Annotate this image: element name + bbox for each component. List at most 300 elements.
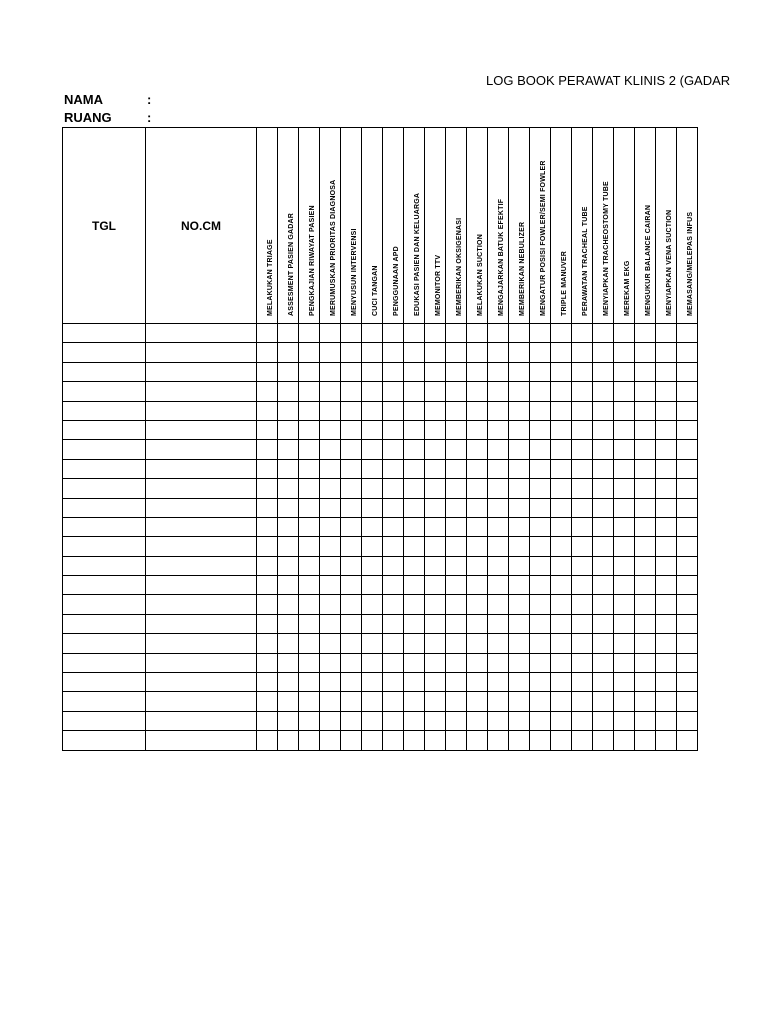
cell-procedure-check[interactable] <box>509 362 530 381</box>
cell-procedure-check[interactable] <box>320 537 341 556</box>
cell-procedure-check[interactable] <box>614 537 635 556</box>
cell-procedure-check[interactable] <box>593 614 614 633</box>
cell-procedure-check[interactable] <box>299 634 320 653</box>
cell-procedure-check[interactable] <box>488 595 509 614</box>
cell-procedure-check[interactable] <box>614 556 635 575</box>
cell-procedure-check[interactable] <box>341 343 362 362</box>
cell-procedure-check[interactable] <box>425 459 446 478</box>
cell-procedure-check[interactable] <box>299 382 320 401</box>
cell-procedure-check[interactable] <box>635 711 656 730</box>
cell-procedure-check[interactable] <box>509 614 530 633</box>
cell-procedure-check[interactable] <box>299 498 320 517</box>
cell-procedure-check[interactable] <box>656 692 677 711</box>
cell-procedure-check[interactable] <box>362 653 383 672</box>
cell-procedure-check[interactable] <box>572 440 593 459</box>
cell-procedure-check[interactable] <box>656 595 677 614</box>
cell-procedure-check[interactable] <box>425 343 446 362</box>
cell-procedure-check[interactable] <box>614 324 635 343</box>
cell-procedure-check[interactable] <box>656 420 677 439</box>
cell-procedure-check[interactable] <box>299 459 320 478</box>
cell-procedure-check[interactable] <box>551 595 572 614</box>
cell-procedure-check[interactable] <box>593 498 614 517</box>
cell-procedure-check[interactable] <box>530 692 551 711</box>
cell-procedure-check[interactable] <box>320 343 341 362</box>
cell-procedure-check[interactable] <box>383 382 404 401</box>
cell-procedure-check[interactable] <box>593 324 614 343</box>
cell-procedure-check[interactable] <box>383 459 404 478</box>
cell-procedure-check[interactable] <box>635 634 656 653</box>
cell-tgl[interactable] <box>63 479 146 498</box>
cell-procedure-check[interactable] <box>467 324 488 343</box>
cell-procedure-check[interactable] <box>593 556 614 575</box>
cell-procedure-check[interactable] <box>467 556 488 575</box>
cell-procedure-check[interactable] <box>467 711 488 730</box>
cell-procedure-check[interactable] <box>488 382 509 401</box>
cell-procedure-check[interactable] <box>677 440 698 459</box>
cell-nocm[interactable] <box>146 498 257 517</box>
cell-procedure-check[interactable] <box>257 634 278 653</box>
cell-procedure-check[interactable] <box>404 401 425 420</box>
cell-procedure-check[interactable] <box>530 614 551 633</box>
cell-procedure-check[interactable] <box>362 614 383 633</box>
cell-procedure-check[interactable] <box>383 517 404 536</box>
cell-nocm[interactable] <box>146 343 257 362</box>
cell-procedure-check[interactable] <box>404 479 425 498</box>
cell-procedure-check[interactable] <box>425 498 446 517</box>
cell-procedure-check[interactable] <box>551 576 572 595</box>
cell-procedure-check[interactable] <box>572 479 593 498</box>
cell-procedure-check[interactable] <box>509 673 530 692</box>
cell-procedure-check[interactable] <box>614 634 635 653</box>
cell-procedure-check[interactable] <box>299 362 320 381</box>
cell-procedure-check[interactable] <box>446 556 467 575</box>
cell-procedure-check[interactable] <box>383 673 404 692</box>
cell-procedure-check[interactable] <box>425 576 446 595</box>
cell-procedure-check[interactable] <box>509 653 530 672</box>
cell-procedure-check[interactable] <box>488 711 509 730</box>
cell-tgl[interactable] <box>63 440 146 459</box>
cell-procedure-check[interactable] <box>404 343 425 362</box>
cell-procedure-check[interactable] <box>488 517 509 536</box>
cell-procedure-check[interactable] <box>509 634 530 653</box>
cell-procedure-check[interactable] <box>299 556 320 575</box>
cell-procedure-check[interactable] <box>404 556 425 575</box>
cell-nocm[interactable] <box>146 440 257 459</box>
cell-procedure-check[interactable] <box>509 343 530 362</box>
cell-procedure-check[interactable] <box>488 324 509 343</box>
cell-procedure-check[interactable] <box>614 711 635 730</box>
cell-procedure-check[interactable] <box>257 614 278 633</box>
cell-procedure-check[interactable] <box>635 440 656 459</box>
cell-procedure-check[interactable] <box>656 731 677 750</box>
cell-tgl[interactable] <box>63 614 146 633</box>
cell-procedure-check[interactable] <box>425 420 446 439</box>
cell-tgl[interactable] <box>63 362 146 381</box>
cell-procedure-check[interactable] <box>320 614 341 633</box>
cell-procedure-check[interactable] <box>383 576 404 595</box>
cell-procedure-check[interactable] <box>656 498 677 517</box>
cell-nocm[interactable] <box>146 517 257 536</box>
cell-procedure-check[interactable] <box>614 440 635 459</box>
cell-procedure-check[interactable] <box>530 731 551 750</box>
cell-procedure-check[interactable] <box>656 537 677 556</box>
cell-procedure-check[interactable] <box>446 711 467 730</box>
cell-procedure-check[interactable] <box>677 479 698 498</box>
cell-procedure-check[interactable] <box>341 634 362 653</box>
cell-procedure-check[interactable] <box>257 537 278 556</box>
cell-procedure-check[interactable] <box>257 673 278 692</box>
cell-procedure-check[interactable] <box>614 517 635 536</box>
cell-procedure-check[interactable] <box>446 324 467 343</box>
cell-procedure-check[interactable] <box>362 731 383 750</box>
cell-procedure-check[interactable] <box>635 517 656 536</box>
cell-procedure-check[interactable] <box>299 731 320 750</box>
cell-procedure-check[interactable] <box>635 731 656 750</box>
cell-procedure-check[interactable] <box>425 517 446 536</box>
cell-procedure-check[interactable] <box>530 440 551 459</box>
cell-procedure-check[interactable] <box>383 731 404 750</box>
cell-procedure-check[interactable] <box>383 537 404 556</box>
cell-procedure-check[interactable] <box>278 614 299 633</box>
cell-procedure-check[interactable] <box>341 517 362 536</box>
cell-procedure-check[interactable] <box>614 420 635 439</box>
cell-procedure-check[interactable] <box>656 576 677 595</box>
cell-procedure-check[interactable] <box>488 614 509 633</box>
cell-procedure-check[interactable] <box>635 362 656 381</box>
cell-procedure-check[interactable] <box>341 595 362 614</box>
cell-procedure-check[interactable] <box>551 731 572 750</box>
cell-nocm[interactable] <box>146 576 257 595</box>
cell-procedure-check[interactable] <box>614 459 635 478</box>
cell-procedure-check[interactable] <box>488 420 509 439</box>
cell-procedure-check[interactable] <box>278 556 299 575</box>
cell-procedure-check[interactable] <box>446 343 467 362</box>
cell-procedure-check[interactable] <box>299 537 320 556</box>
cell-procedure-check[interactable] <box>530 711 551 730</box>
cell-procedure-check[interactable] <box>572 420 593 439</box>
cell-procedure-check[interactable] <box>257 459 278 478</box>
cell-procedure-check[interactable] <box>572 343 593 362</box>
cell-procedure-check[interactable] <box>635 576 656 595</box>
cell-procedure-check[interactable] <box>383 711 404 730</box>
cell-procedure-check[interactable] <box>572 576 593 595</box>
cell-procedure-check[interactable] <box>509 324 530 343</box>
cell-tgl[interactable] <box>63 711 146 730</box>
cell-procedure-check[interactable] <box>551 556 572 575</box>
cell-procedure-check[interactable] <box>467 576 488 595</box>
cell-procedure-check[interactable] <box>614 401 635 420</box>
cell-procedure-check[interactable] <box>677 653 698 672</box>
cell-nocm[interactable] <box>146 731 257 750</box>
cell-procedure-check[interactable] <box>446 692 467 711</box>
cell-procedure-check[interactable] <box>509 537 530 556</box>
cell-procedure-check[interactable] <box>488 673 509 692</box>
cell-procedure-check[interactable] <box>509 517 530 536</box>
cell-procedure-check[interactable] <box>404 692 425 711</box>
cell-procedure-check[interactable] <box>320 479 341 498</box>
cell-procedure-check[interactable] <box>551 537 572 556</box>
cell-procedure-check[interactable] <box>278 537 299 556</box>
cell-procedure-check[interactable] <box>509 498 530 517</box>
cell-procedure-check[interactable] <box>614 343 635 362</box>
cell-procedure-check[interactable] <box>278 479 299 498</box>
cell-procedure-check[interactable] <box>530 653 551 672</box>
cell-procedure-check[interactable] <box>593 362 614 381</box>
cell-procedure-check[interactable] <box>257 401 278 420</box>
cell-procedure-check[interactable] <box>257 343 278 362</box>
cell-procedure-check[interactable] <box>551 498 572 517</box>
cell-procedure-check[interactable] <box>551 459 572 478</box>
cell-procedure-check[interactable] <box>425 556 446 575</box>
cell-procedure-check[interactable] <box>446 595 467 614</box>
cell-procedure-check[interactable] <box>509 440 530 459</box>
cell-procedure-check[interactable] <box>446 517 467 536</box>
cell-procedure-check[interactable] <box>362 362 383 381</box>
cell-procedure-check[interactable] <box>278 711 299 730</box>
cell-procedure-check[interactable] <box>278 517 299 536</box>
cell-procedure-check[interactable] <box>383 614 404 633</box>
cell-procedure-check[interactable] <box>572 673 593 692</box>
cell-procedure-check[interactable] <box>572 556 593 575</box>
cell-procedure-check[interactable] <box>404 537 425 556</box>
cell-procedure-check[interactable] <box>635 343 656 362</box>
cell-procedure-check[interactable] <box>320 440 341 459</box>
cell-procedure-check[interactable] <box>425 324 446 343</box>
cell-nocm[interactable] <box>146 459 257 478</box>
cell-tgl[interactable] <box>63 653 146 672</box>
cell-procedure-check[interactable] <box>257 653 278 672</box>
cell-procedure-check[interactable] <box>425 595 446 614</box>
cell-procedure-check[interactable] <box>383 420 404 439</box>
cell-procedure-check[interactable] <box>425 634 446 653</box>
cell-procedure-check[interactable] <box>551 653 572 672</box>
cell-procedure-check[interactable] <box>467 382 488 401</box>
cell-procedure-check[interactable] <box>593 653 614 672</box>
cell-procedure-check[interactable] <box>425 711 446 730</box>
cell-procedure-check[interactable] <box>362 382 383 401</box>
cell-procedure-check[interactable] <box>530 537 551 556</box>
cell-procedure-check[interactable] <box>677 324 698 343</box>
cell-procedure-check[interactable] <box>299 343 320 362</box>
cell-procedure-check[interactable] <box>677 517 698 536</box>
cell-procedure-check[interactable] <box>467 401 488 420</box>
cell-procedure-check[interactable] <box>614 576 635 595</box>
cell-procedure-check[interactable] <box>341 498 362 517</box>
cell-procedure-check[interactable] <box>530 362 551 381</box>
cell-procedure-check[interactable] <box>446 537 467 556</box>
cell-procedure-check[interactable] <box>299 692 320 711</box>
cell-procedure-check[interactable] <box>656 324 677 343</box>
cell-tgl[interactable] <box>63 595 146 614</box>
cell-tgl[interactable] <box>63 634 146 653</box>
cell-procedure-check[interactable] <box>635 420 656 439</box>
cell-procedure-check[interactable] <box>572 498 593 517</box>
cell-procedure-check[interactable] <box>488 498 509 517</box>
cell-procedure-check[interactable] <box>551 711 572 730</box>
cell-procedure-check[interactable] <box>656 653 677 672</box>
cell-procedure-check[interactable] <box>614 614 635 633</box>
cell-procedure-check[interactable] <box>446 614 467 633</box>
cell-procedure-check[interactable] <box>488 440 509 459</box>
cell-procedure-check[interactable] <box>509 401 530 420</box>
cell-procedure-check[interactable] <box>320 731 341 750</box>
cell-procedure-check[interactable] <box>257 324 278 343</box>
cell-procedure-check[interactable] <box>635 537 656 556</box>
cell-procedure-check[interactable] <box>572 537 593 556</box>
cell-procedure-check[interactable] <box>593 440 614 459</box>
cell-procedure-check[interactable] <box>446 731 467 750</box>
cell-nocm[interactable] <box>146 556 257 575</box>
cell-procedure-check[interactable] <box>446 653 467 672</box>
cell-procedure-check[interactable] <box>509 731 530 750</box>
cell-procedure-check[interactable] <box>383 498 404 517</box>
cell-procedure-check[interactable] <box>530 420 551 439</box>
cell-procedure-check[interactable] <box>257 517 278 536</box>
cell-procedure-check[interactable] <box>278 459 299 478</box>
cell-procedure-check[interactable] <box>614 731 635 750</box>
cell-procedure-check[interactable] <box>530 498 551 517</box>
cell-procedure-check[interactable] <box>383 324 404 343</box>
cell-procedure-check[interactable] <box>320 556 341 575</box>
cell-procedure-check[interactable] <box>593 479 614 498</box>
cell-procedure-check[interactable] <box>299 614 320 633</box>
cell-procedure-check[interactable] <box>278 576 299 595</box>
cell-procedure-check[interactable] <box>257 692 278 711</box>
cell-nocm[interactable] <box>146 614 257 633</box>
cell-procedure-check[interactable] <box>341 362 362 381</box>
cell-procedure-check[interactable] <box>551 343 572 362</box>
cell-nocm[interactable] <box>146 595 257 614</box>
cell-procedure-check[interactable] <box>551 420 572 439</box>
cell-procedure-check[interactable] <box>383 556 404 575</box>
cell-procedure-check[interactable] <box>677 692 698 711</box>
cell-procedure-check[interactable] <box>593 673 614 692</box>
cell-procedure-check[interactable] <box>572 634 593 653</box>
cell-procedure-check[interactable] <box>341 731 362 750</box>
cell-procedure-check[interactable] <box>467 459 488 478</box>
cell-procedure-check[interactable] <box>404 517 425 536</box>
cell-procedure-check[interactable] <box>656 459 677 478</box>
cell-procedure-check[interactable] <box>446 401 467 420</box>
cell-procedure-check[interactable] <box>320 401 341 420</box>
cell-procedure-check[interactable] <box>383 343 404 362</box>
cell-procedure-check[interactable] <box>656 382 677 401</box>
cell-procedure-check[interactable] <box>320 498 341 517</box>
cell-procedure-check[interactable] <box>341 420 362 439</box>
cell-procedure-check[interactable] <box>299 440 320 459</box>
cell-procedure-check[interactable] <box>404 653 425 672</box>
cell-procedure-check[interactable] <box>278 595 299 614</box>
cell-procedure-check[interactable] <box>467 362 488 381</box>
cell-procedure-check[interactable] <box>572 711 593 730</box>
cell-procedure-check[interactable] <box>509 479 530 498</box>
cell-procedure-check[interactable] <box>635 382 656 401</box>
cell-procedure-check[interactable] <box>677 382 698 401</box>
cell-procedure-check[interactable] <box>635 401 656 420</box>
cell-procedure-check[interactable] <box>635 692 656 711</box>
cell-procedure-check[interactable] <box>257 479 278 498</box>
cell-procedure-check[interactable] <box>467 498 488 517</box>
cell-procedure-check[interactable] <box>572 614 593 633</box>
cell-procedure-check[interactable] <box>341 401 362 420</box>
cell-procedure-check[interactable] <box>362 517 383 536</box>
cell-procedure-check[interactable] <box>530 576 551 595</box>
cell-nocm[interactable] <box>146 382 257 401</box>
cell-procedure-check[interactable] <box>362 440 383 459</box>
cell-procedure-check[interactable] <box>257 420 278 439</box>
cell-procedure-check[interactable] <box>341 692 362 711</box>
cell-procedure-check[interactable] <box>278 440 299 459</box>
cell-procedure-check[interactable] <box>446 673 467 692</box>
cell-procedure-check[interactable] <box>383 401 404 420</box>
cell-procedure-check[interactable] <box>614 479 635 498</box>
cell-procedure-check[interactable] <box>467 614 488 633</box>
cell-procedure-check[interactable] <box>614 382 635 401</box>
cell-procedure-check[interactable] <box>593 401 614 420</box>
cell-procedure-check[interactable] <box>446 440 467 459</box>
cell-nocm[interactable] <box>146 479 257 498</box>
cell-procedure-check[interactable] <box>488 731 509 750</box>
cell-procedure-check[interactable] <box>593 343 614 362</box>
cell-procedure-check[interactable] <box>572 401 593 420</box>
cell-procedure-check[interactable] <box>425 653 446 672</box>
cell-procedure-check[interactable] <box>383 653 404 672</box>
cell-procedure-check[interactable] <box>635 459 656 478</box>
cell-procedure-check[interactable] <box>509 576 530 595</box>
cell-procedure-check[interactable] <box>362 420 383 439</box>
cell-procedure-check[interactable] <box>299 673 320 692</box>
cell-procedure-check[interactable] <box>425 401 446 420</box>
cell-procedure-check[interactable] <box>488 634 509 653</box>
cell-procedure-check[interactable] <box>362 673 383 692</box>
cell-tgl[interactable] <box>63 731 146 750</box>
cell-procedure-check[interactable] <box>446 634 467 653</box>
cell-procedure-check[interactable] <box>551 634 572 653</box>
cell-procedure-check[interactable] <box>509 595 530 614</box>
cell-procedure-check[interactable] <box>446 362 467 381</box>
cell-procedure-check[interactable] <box>425 614 446 633</box>
cell-procedure-check[interactable] <box>299 711 320 730</box>
cell-procedure-check[interactable] <box>383 362 404 381</box>
cell-nocm[interactable] <box>146 711 257 730</box>
cell-procedure-check[interactable] <box>257 362 278 381</box>
cell-procedure-check[interactable] <box>635 653 656 672</box>
cell-procedure-check[interactable] <box>320 673 341 692</box>
cell-procedure-check[interactable] <box>488 537 509 556</box>
cell-procedure-check[interactable] <box>551 362 572 381</box>
cell-procedure-check[interactable] <box>383 479 404 498</box>
cell-procedure-check[interactable] <box>362 343 383 362</box>
cell-procedure-check[interactable] <box>257 711 278 730</box>
cell-procedure-check[interactable] <box>614 595 635 614</box>
cell-procedure-check[interactable] <box>635 498 656 517</box>
cell-procedure-check[interactable] <box>530 517 551 536</box>
cell-procedure-check[interactable] <box>467 517 488 536</box>
cell-procedure-check[interactable] <box>530 556 551 575</box>
cell-procedure-check[interactable] <box>530 673 551 692</box>
cell-nocm[interactable] <box>146 401 257 420</box>
cell-procedure-check[interactable] <box>656 556 677 575</box>
cell-tgl[interactable] <box>63 517 146 536</box>
cell-nocm[interactable] <box>146 673 257 692</box>
cell-procedure-check[interactable] <box>404 614 425 633</box>
cell-procedure-check[interactable] <box>425 692 446 711</box>
cell-procedure-check[interactable] <box>509 420 530 439</box>
cell-procedure-check[interactable] <box>614 362 635 381</box>
cell-procedure-check[interactable] <box>278 343 299 362</box>
cell-nocm[interactable] <box>146 692 257 711</box>
cell-nocm[interactable] <box>146 324 257 343</box>
